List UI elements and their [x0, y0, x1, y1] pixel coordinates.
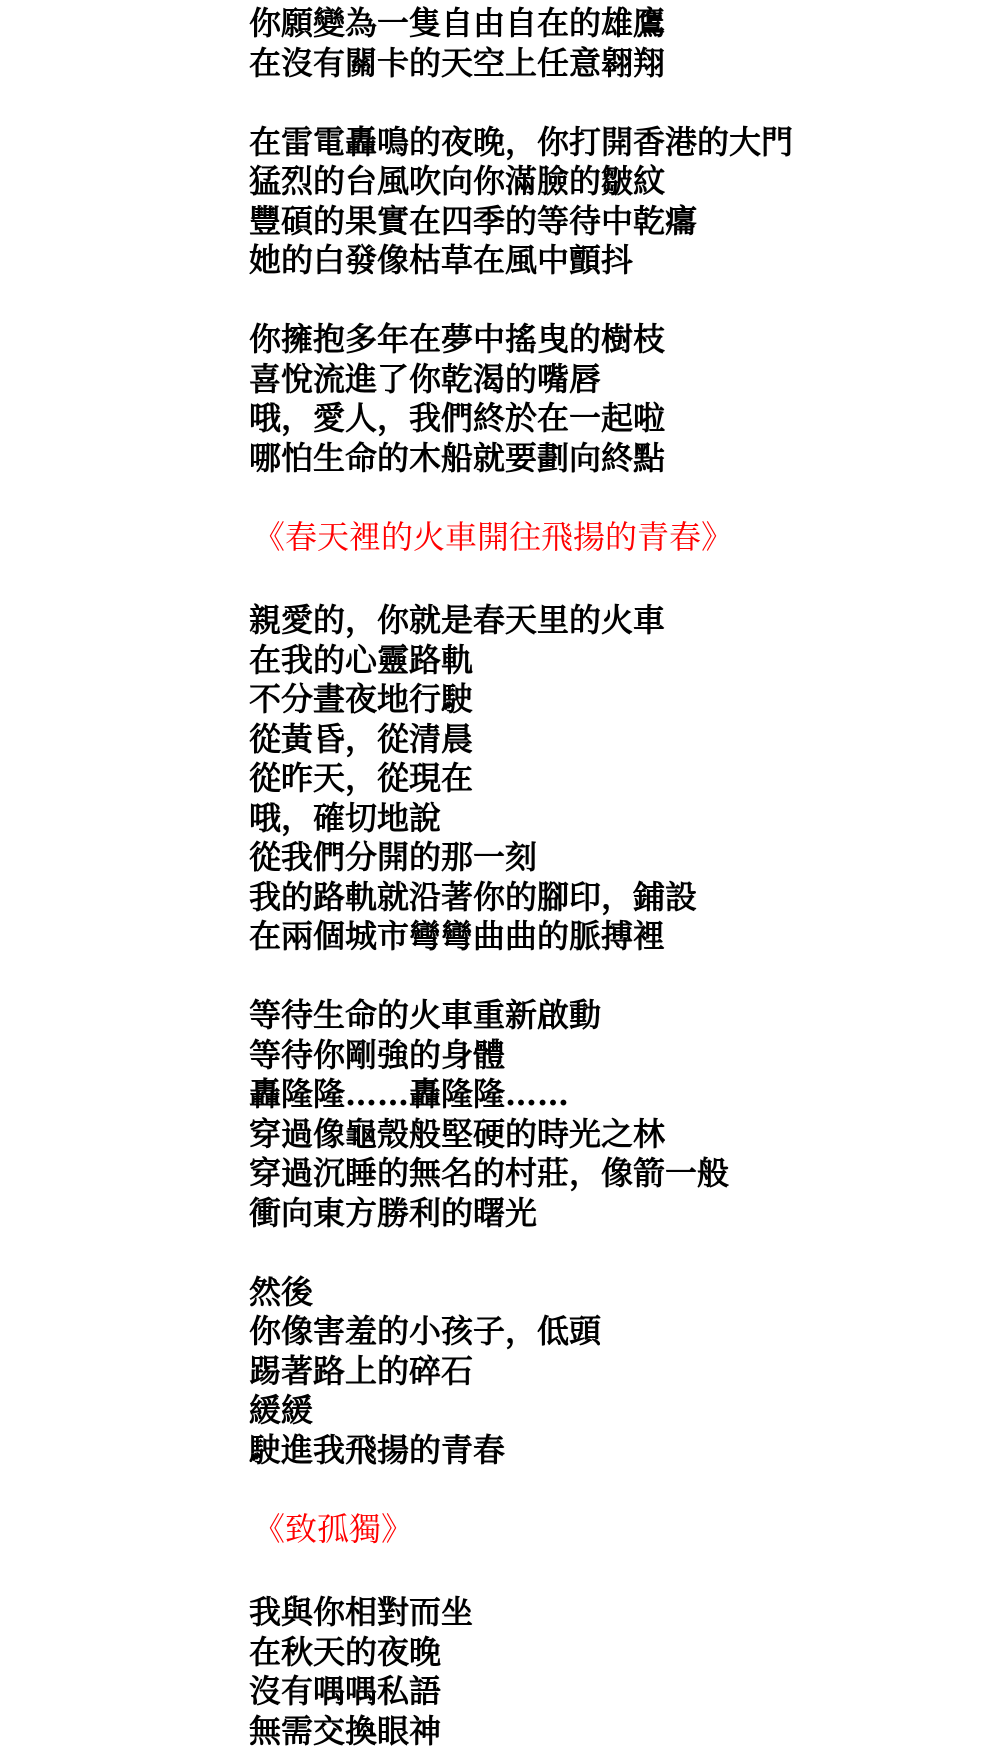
poem-line: 然後	[249, 1272, 314, 1311]
poem-line: 親愛的，你就是春天里的火車	[249, 601, 666, 639]
stanza-spacer	[249, 957, 969, 997]
poem-line: 豐碩的果實在四季的等待中乾癟	[249, 201, 698, 240]
poem-line: 在沒有關卡的天空上任意翱翔	[249, 43, 666, 82]
stanza-spacer	[249, 478, 969, 518]
poem-title-to-loneliness: 《致孤獨》	[253, 1509, 414, 1548]
poem-line: 哦，愛人，我們終於在一起啦	[249, 399, 666, 437]
poem-line: 猛烈的台風吹向你滿臉的皺紋	[249, 162, 666, 200]
title-spacer	[249, 1549, 969, 1593]
poem-line: 沒有喁喁私語	[249, 1672, 442, 1710]
poem-line: 衝向東方勝利的曙光	[249, 1193, 538, 1232]
poem-line: 你願變為一隻自由自在的雄鷹	[249, 4, 666, 42]
poem-line: 不分晝夜地行駛	[249, 680, 474, 718]
stanza	[249, 1593, 969, 1751]
poem-line: 喜悅流進了你乾渴的嘴唇	[249, 359, 602, 398]
poem-line: 緩緩	[249, 1391, 314, 1429]
poem-line: 等待你剛強的身體	[249, 1035, 506, 1074]
poem-line: 無需交換眼神	[249, 1711, 442, 1750]
stanza	[249, 320, 969, 478]
poem-line: 她的白發像枯草在風中顫抖	[249, 241, 634, 279]
poem-line: 我與你相對而坐	[249, 1593, 474, 1631]
stanza-spacer	[249, 83, 969, 123]
poem-line: 在秋天的夜晚	[249, 1632, 442, 1671]
poem-line: 你擁抱多年在夢中搖曳的樹枝	[249, 320, 666, 358]
poem-line: 在我的心靈路軌	[249, 640, 474, 679]
poem-line: 轟隆隆……轟隆隆……	[249, 1075, 570, 1113]
stanza	[249, 1273, 969, 1471]
poem-line: 在雷電轟鳴的夜晚，你打開香港的大門	[249, 122, 794, 161]
stanza-spacer	[249, 1233, 969, 1273]
poem-line: 在兩個城市彎彎曲曲的脈搏裡	[249, 917, 666, 955]
poem-line: 從黃昏，從清晨	[249, 719, 474, 758]
poem-title-spring-train: 《春天裡的火車開往飛揚的青春》	[253, 517, 734, 556]
title-spacer	[249, 557, 969, 601]
stanza-spacer	[249, 281, 969, 321]
poem-line: 你像害羞的小孩子，低頭	[249, 1312, 602, 1350]
stanza	[249, 601, 969, 957]
poem-line: 哪怕生命的木船就要劃向終點	[249, 438, 666, 477]
poem-line: 從我們分開的那一刻	[249, 838, 538, 876]
stanza-spacer	[249, 1470, 969, 1510]
poem-line: 哦，確切地說	[249, 798, 442, 837]
poem-line: 等待生命的火車重新啟動	[249, 996, 602, 1034]
poem-line: 穿過像龜殼般堅硬的時光之林	[249, 1114, 666, 1153]
stanza	[249, 123, 969, 281]
poem-line: 我的路軌就沿著你的腳印，鋪設	[249, 877, 698, 916]
stanza	[249, 996, 969, 1233]
poem-document	[249, 4, 969, 1751]
poem-line: 從昨天，從現在	[249, 759, 474, 797]
poem-line: 踢著路上的碎石	[249, 1351, 474, 1390]
poem-line: 穿過沉睡的無名的村莊，像箭一般	[249, 1154, 730, 1192]
poem-line: 駛進我飛揚的青春	[249, 1430, 506, 1469]
stanza	[249, 4, 969, 83]
